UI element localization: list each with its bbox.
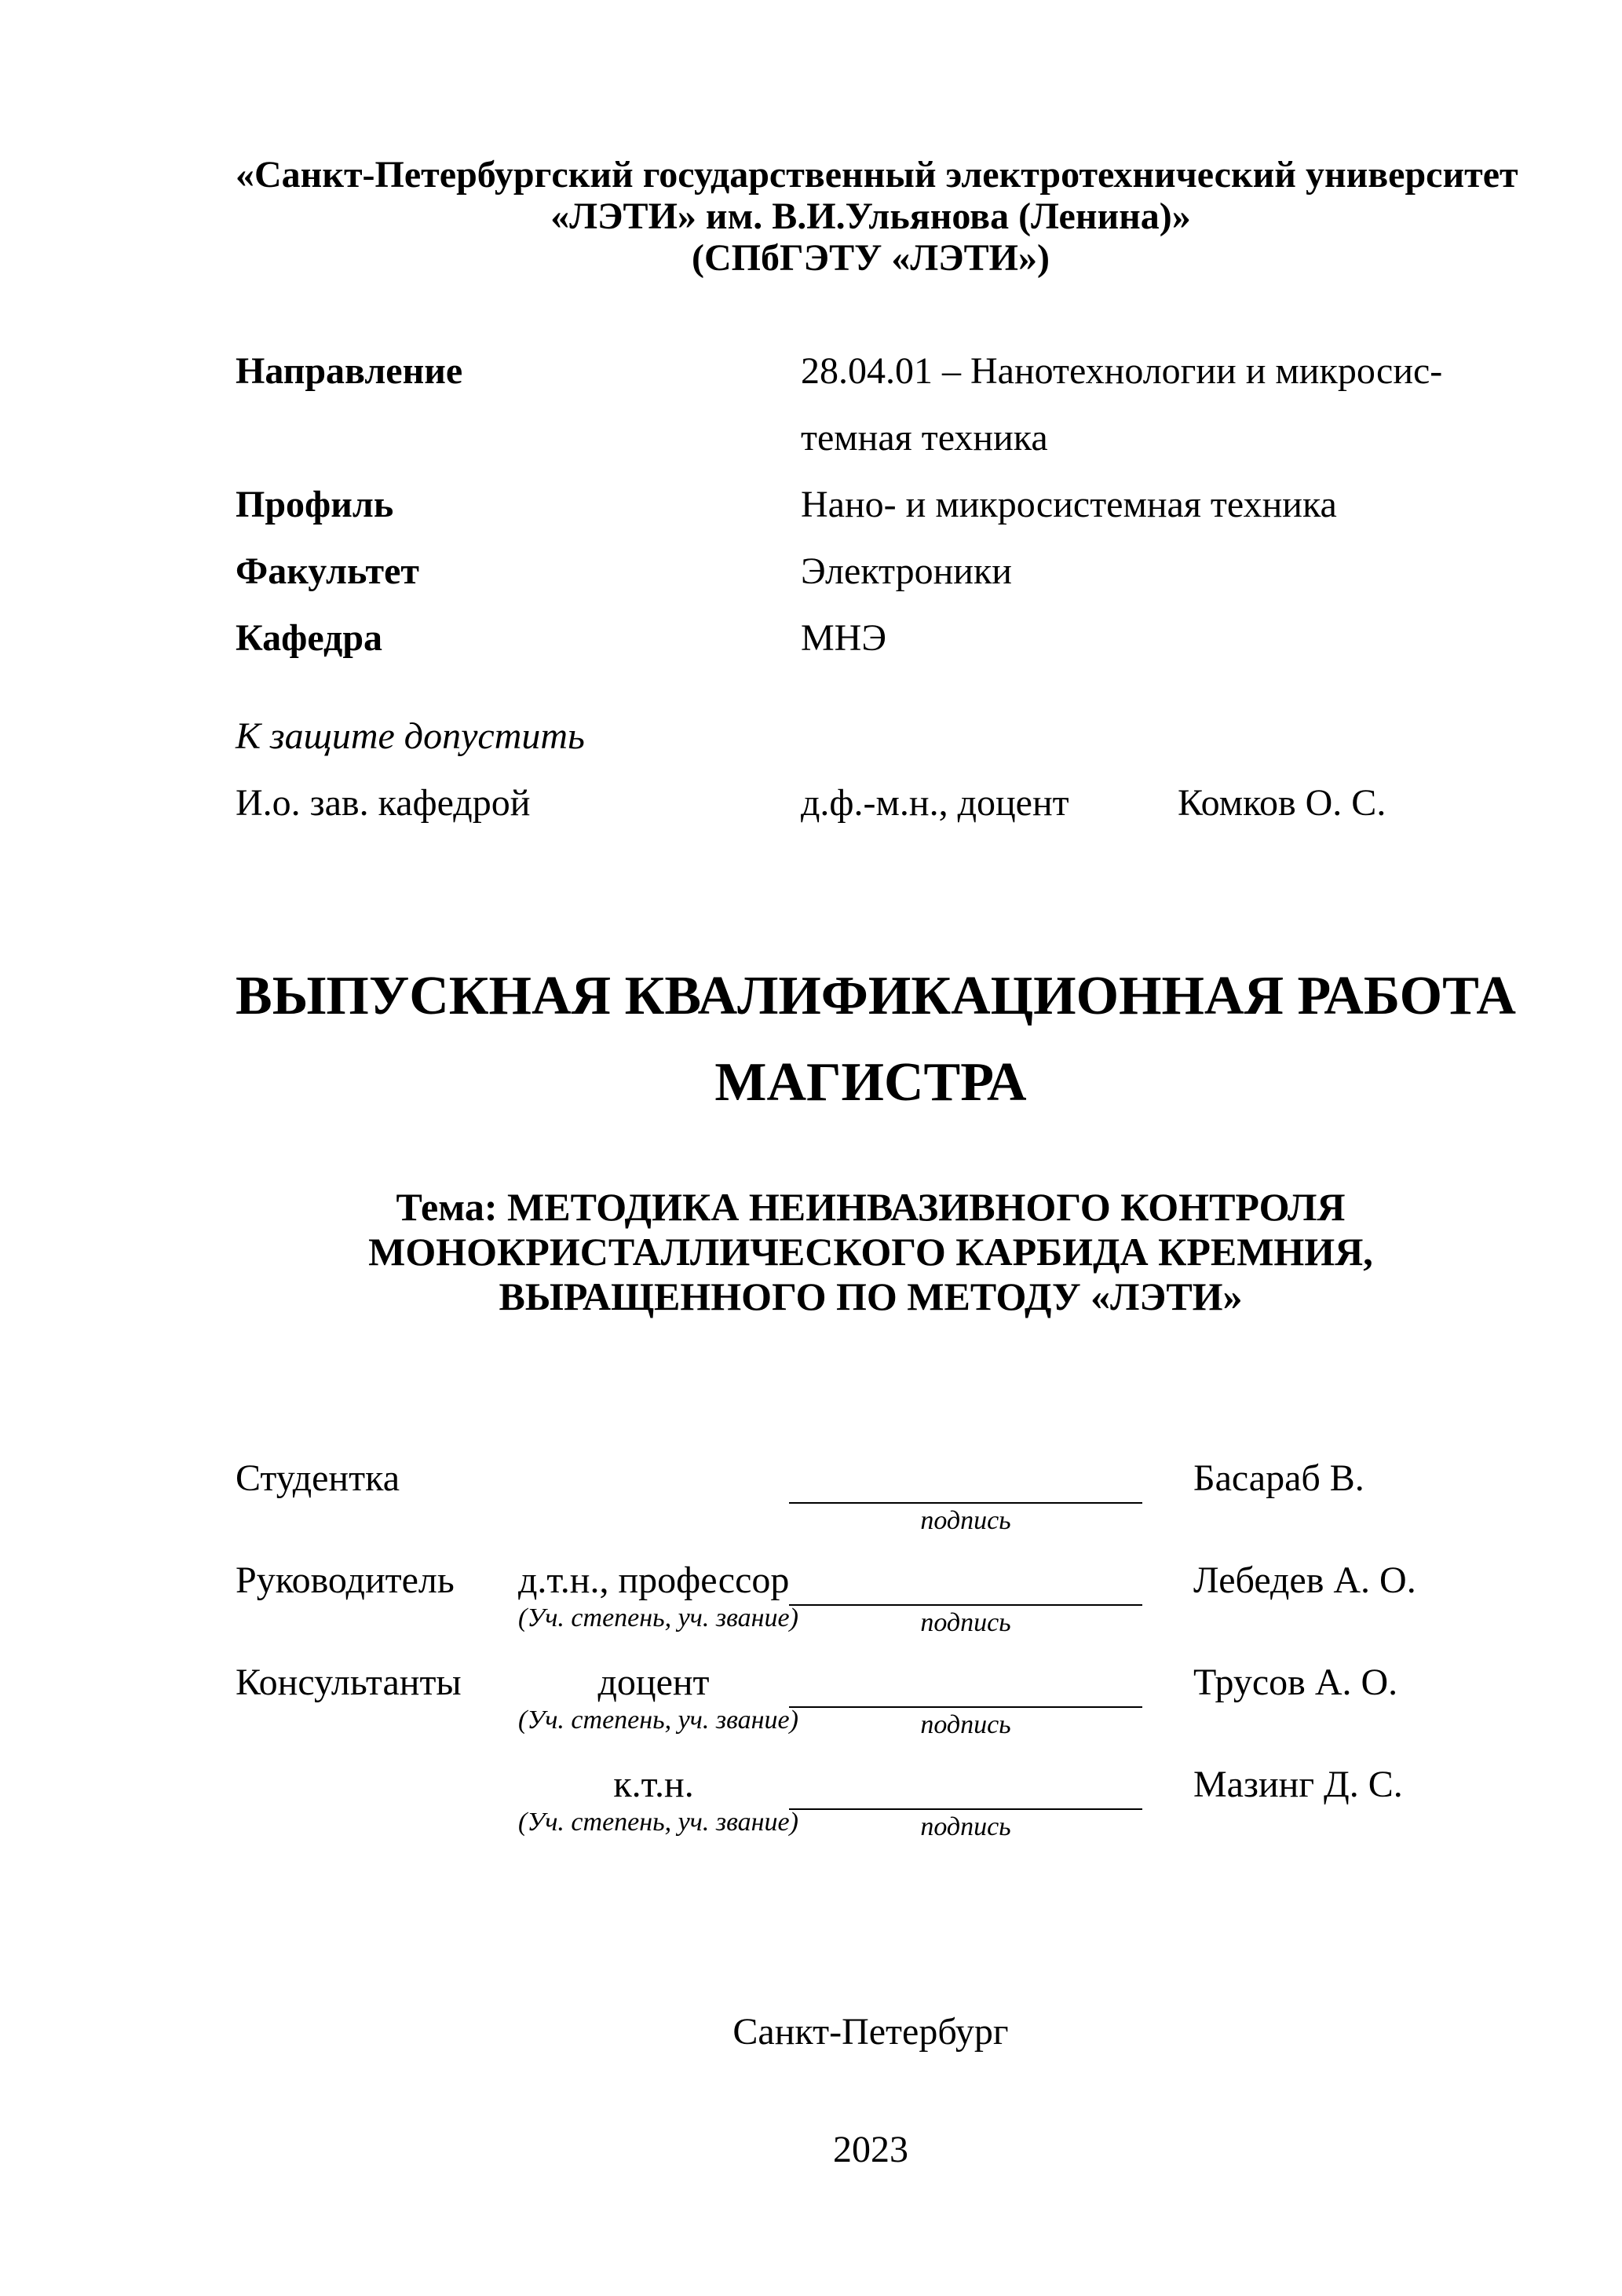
degree-label: к.т.н. — [613, 1764, 694, 1805]
field-value-line-1: 28.04.01 – Нанотехнологии и микросис- — [801, 350, 1443, 392]
signature-column — [789, 1764, 1142, 1866]
signature-line — [789, 1662, 1142, 1708]
signature-caption: подпись — [920, 1608, 1011, 1637]
field-row-direction — [236, 338, 1506, 471]
field-row-faculty — [236, 538, 1506, 605]
name-label: Лебедев А. О. — [1193, 1559, 1416, 1601]
signature-line — [789, 1458, 1142, 1504]
approval-name: Комков О. С. — [1178, 782, 1386, 824]
signature-row-consultant-2 — [236, 1764, 1506, 1866]
degree-label: доцент — [597, 1662, 710, 1703]
degree-column — [518, 1764, 798, 1866]
footer-year: 2023 — [833, 2129, 908, 2170]
thesis-title — [236, 953, 1516, 1126]
degree-column — [518, 1458, 789, 1560]
signature-table — [236, 1458, 1506, 1866]
signature-caption: подпись — [920, 1506, 1011, 1535]
field-value: МНЭ — [801, 617, 887, 659]
name-label: Трусов А. О. — [1193, 1662, 1398, 1703]
signature-column — [789, 1458, 1142, 1560]
name-label: Басараб В. — [1193, 1457, 1364, 1499]
field-value — [801, 338, 1506, 471]
role-label — [236, 1764, 518, 1866]
degree-column — [518, 1662, 798, 1764]
field-label: Профиль — [236, 484, 394, 525]
role-label: Студентка — [236, 1457, 400, 1499]
field-row-profile — [236, 471, 1506, 538]
role-label: Руководитель — [236, 1559, 455, 1601]
approval-intro: К защите допустить — [236, 715, 585, 757]
university-header-line-2: «ЛЭТИ» им. В.И.Ульянова (Ленина)» — [550, 196, 1191, 237]
university-header-line-3: (СПбГЭТУ «ЛЭТИ») — [692, 237, 1050, 279]
approval-block — [236, 703, 1506, 836]
degree-caption: (Уч. степень, уч. звание) — [518, 1603, 798, 1632]
topic-line-3: ВЫРАЩЕННОГО ПО МЕТОДУ «ЛЭТИ» — [499, 1274, 1243, 1318]
field-value-line-2: темная техника — [801, 417, 1048, 459]
approval-row — [236, 770, 1506, 836]
role-label: Консультанты — [236, 1662, 462, 1703]
field-row-department — [236, 605, 1506, 671]
signature-line — [789, 1764, 1142, 1810]
footer-city: Санкт-Петербург — [732, 2011, 1009, 2053]
university-header — [236, 154, 1518, 279]
signature-column — [789, 1662, 1142, 1764]
field-value: Нано- и микросистемная техника — [801, 484, 1337, 525]
approval-position: И.о. зав. кафедрой — [236, 782, 531, 824]
thesis-title-line-2: МАГИСТРА — [714, 1052, 1027, 1113]
topic-line-1: Тема: МЕТОДИКА НЕИНВАЗИВНОГО КОНТРОЛЯ — [396, 1185, 1346, 1229]
signature-row-supervisor — [236, 1560, 1506, 1662]
degree-column — [518, 1559, 798, 1662]
degree-caption: (Уч. степень, уч. звание) — [518, 1706, 798, 1735]
signature-row-consultant-1 — [236, 1662, 1506, 1764]
thesis-title-line-1: ВЫПУСКНАЯ КВАЛИФИКАЦИОННАЯ РАБОТА — [236, 966, 1516, 1026]
field-label: Факультет — [236, 550, 419, 592]
field-value: Электроники — [801, 550, 1012, 592]
signature-column — [789, 1560, 1142, 1662]
approval-degree: д.ф.-м.н., доцент — [801, 782, 1069, 824]
signature-caption: подпись — [920, 1812, 1011, 1841]
field-label: Кафедра — [236, 617, 383, 659]
degree-label: д.т.н., профессор — [518, 1559, 790, 1601]
program-fields — [236, 338, 1506, 671]
name-label: Мазинг Д. С. — [1193, 1764, 1403, 1805]
signature-line — [789, 1560, 1142, 1606]
signature-row-student — [236, 1458, 1506, 1560]
thesis-topic — [236, 1185, 1506, 1319]
signature-caption: подпись — [920, 1710, 1011, 1739]
field-label: Направление — [236, 350, 463, 392]
topic-line-2: МОНОКРИСТАЛЛИЧЕСКОГО КАРБИДА КРЕМНИЯ, — [368, 1230, 1373, 1274]
university-header-line-1: «Санкт-Петербургский государственный электротехнический университет — [236, 154, 1518, 196]
degree-caption: (Уч. степень, уч. звание) — [518, 1808, 798, 1837]
